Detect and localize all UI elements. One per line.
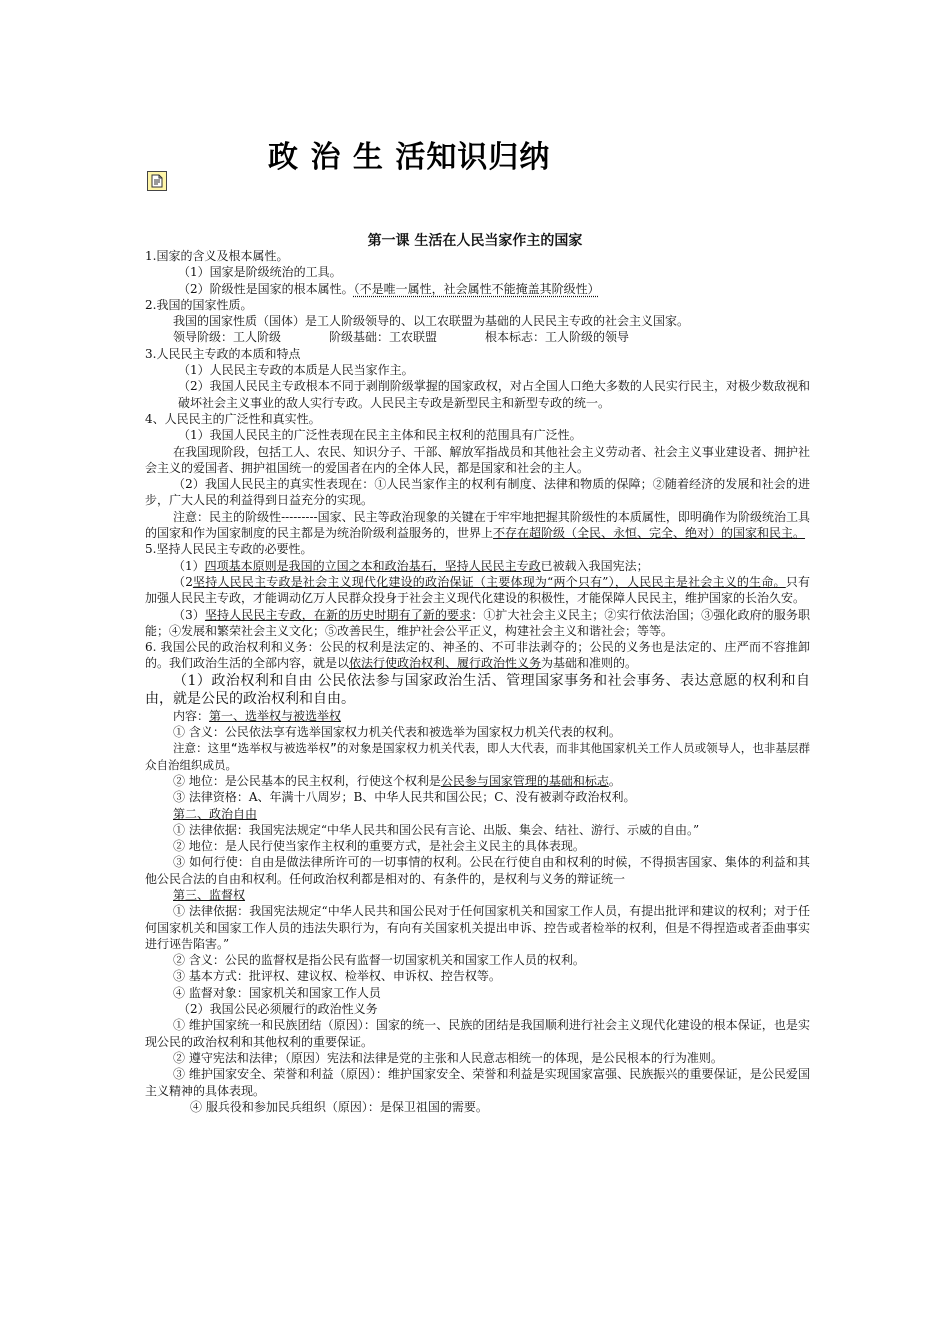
underlined-text: 坚持人民民主专政，在新的历史时期有了新的要求 [204,607,472,622]
paragraph [145,887,810,903]
subsection-title: 第二、政治自由 [173,806,258,821]
section-heading: 5.坚持人民民主专政的必要性。 [145,542,313,557]
paragraph: 内容：第一、选举权与被选举权 [173,708,342,723]
paragraph: （2坚持人民民主专政是社会主义现代化建设的政治保证（主要体现为“两个只有”），人民民主是社会主义的生命。只有加强人民民主专政，才能调动亿万人民群众投身于社会主义现代化建设的积极性，才能保障人民民主，维护国家的长治久安。 [145,574,810,606]
underlined-text: 公民参与国家管理的基础和标志 [440,773,609,788]
paragraph: （2）我国人民民主专政根本不同于剥削阶级掌握的国家政权，对占全国人口绝大多数的人民实行民主，对极少数敌视和破坏社会主义事业的敌人实行专政。人民民主专政是新型民主和新型专政的统一。 [178,379,810,410]
section-heading: 2.我国的国家性质。 [145,297,253,312]
paragraph: ② 地位：是人民行使当家作主权利的重要方式，是社会主义民主的具体表现。 [173,839,585,854]
document-title: 政 治 生 活知识归纳 [268,140,551,175]
subsection-title: 第一、选举权与被选举权 [209,708,342,723]
paragraph: ② 含义：公民的监督权是指公民有监督一切国家机关和国家工作人员的权利。 [173,953,585,968]
paragraph: （2）我国人民民主的真实性表现在：①人民当家作主的权利有制度、法律和物质的保障；②随着经济的发展和社会的进步，广大人民的利益得到日益充分的实现。 [145,477,810,508]
lesson-title: 第一课 生活在人民当家作主的国家 [367,233,583,249]
underlined-text: 四项基本原则是我国的立国之本和政治基石，坚持人民民主专政 [204,558,541,573]
underlined-text: 依法行使政治权利、履行政治性义务 [349,656,542,671]
subsection-title: 第三、监督权 [173,887,246,902]
paragraph: ① 含义：公民依法享有选举国家权力机关代表和被选举为国家权力机关代表的权利。 [173,725,621,740]
underlined-text: 不存在超阶级（全民、永恒、完全、绝对）的国家和民主。 [493,526,806,541]
paragraph: （1）政治权利和自由 公民依法参与国家政治生活、管理国家事务和社会事务、表达意愿的权利和自由，就是公民的政治权利和自由。 [145,672,810,707]
paragraph: ③ 如何行使：自由是做法律所许可的一切事情的权利。公民在行使自由和权利的时候，不得损害国家、集体的利益和其他公民合法的自由和权利。任何政治权利都是相对的、有条件的，是权利与义务的辩证统一 [145,855,810,886]
paragraph [145,806,810,822]
note-paragraph: 注意：这里“选举权与被选举权”的对象是国家权力机关代表，即人大代表，而非其他国家机关工作人员或领导人，也非基层群众自治组织成员。 [145,741,810,772]
section-heading: 6. 我国公民的政治权利和义务：公民的权利是法定的、神圣的、不可非法剥夺的；公民的义务也是法定的、庄严而不容推卸的。我们政治生活的全部内容，就是以依法行使政治权利、履行政治性义务为基础和准则的。 [145,640,810,671]
paragraph: （1）国家是阶级统治的工具。 [178,265,342,280]
document-body [145,248,810,1115]
emphasis-text: （不是唯一属性，社会属性不能掩盖其阶级性） [353,281,600,296]
paragraph: ③ 基本方式：批评权、建议权、检举权、申诉权、控告权等。 [173,969,501,984]
paragraph: （1）四项基本原则是我国的立国之本和政治基石，坚持人民民主专政已被载入我国宪法； [173,558,649,573]
section-heading: 4、人民民主的广泛性和真实性。 [145,411,321,426]
paragraph: 在我国现阶段，包括工人、农民、知识分子、干部、解放军指战员和其他社会主义劳动者、社会主义事业建设者、拥护社会主义的爱国者、拥护祖国统一的爱国者在内的全体人民，都是国家和社会的主人。 [145,444,810,475]
section-heading: 3.人民民主专政的本质和特点 [145,346,301,361]
paragraph: （3）坚持人民民主专政，在新的历史时期有了新的要求：①扩大社会主义民主；②实行依法治国；③强化政府的服务职能；④发展和繁荣社会主义文化；⑤改善民生，维护社会公平正义，构建社会主义和谐社会；等等。 [145,607,810,638]
paragraph: ② 地位：是公民基本的民主权利，行使这个权利是公民参与国家管理的基础和标志。 [173,773,621,788]
paragraph: （1）人民民主专政的本质是人民当家作主。 [178,363,414,378]
paragraph: ① 法律依据：我国宪法规定“中华人民共和国公民有言论、出版、集会、结社、游行、示威的自由。” [173,822,700,837]
paragraph: ① 法律依据：我国宪法规定“中华人民共和国公民对于任何国家机关和国家工作人员，有提出批评和建议的权利；对于任何国家机关和国家工作人员的违法失职行为，有向有关国家机关提出申诉、控告或者检举的权利，但是不得捏造或者歪曲事实进行诬告陷害。” [145,904,810,951]
paragraph: ④ 监督对象：国家机关和国家工作人员 [173,985,381,1000]
paragraph: ③ 法律资格：A、年满十八周岁；B、中华人民共和国公民；C、没有被剥夺政治权利。 [173,790,636,805]
paragraph: ② 遵守宪法和法律；（原因）宪法和法律是党的主张和人民意志相统一的体现，是公民根本的行为准则。 [173,1050,723,1065]
paragraph: ③ 维护国家安全、荣誉和利益（原因）：维护国家安全、荣誉和利益是实现国家富强、民族振兴的重要保证，是公民爱国主义精神的具体表现。 [145,1067,810,1098]
paragraph: （2）阶级性是国家的根本属性。（不是唯一属性，社会属性不能掩盖其阶级性） [178,281,600,296]
paragraph: 注意：民主的阶级性---------国家、民主等政治现象的关键在于牢牢地把握其阶级性的本质属性，即明确作为阶级统治工具的国家和作为国家制度的民主都是为统治阶级利益服务的，世界上不存在超阶级（全民、永恒、完全、绝对）的国家和民主。 [145,509,810,541]
paragraph: （1）我国人民民主的广泛性表现在民主主体和民主权利的范围具有广泛性。 [178,428,582,443]
document-icon[interactable] [147,171,167,191]
paragraph: ① 维护国家统一和民族团结（原因）：国家的统一、民族的团结是我国顺利进行社会主义现代化建设的根本保证，也是实现公民的政治权利和其他权利的重要保证。 [145,1018,810,1049]
paragraph: （2）我国公民必须履行的政治性义务 [178,1002,378,1017]
paragraph: 我国的国家性质（国体）是工人阶级领导的、以工农联盟为基础的人民民主专政的社会主义国家。 [173,314,690,329]
paragraph: 领导阶级：工人阶级 阶级基础：工农联盟 根本标志：工人阶级的领导 [173,330,630,345]
paragraph: ④ 服兵役和参加民兵组织（原因）：是保卫祖国的需要。 [190,1099,488,1114]
section-heading: 1.国家的含义及根本属性。 [145,249,289,263]
underlined-text: 坚持人民民主专政是社会主义现代化建设的政治保证（主要体现为“两个只有”），人民民主是社会主义的生命。 [192,574,786,589]
